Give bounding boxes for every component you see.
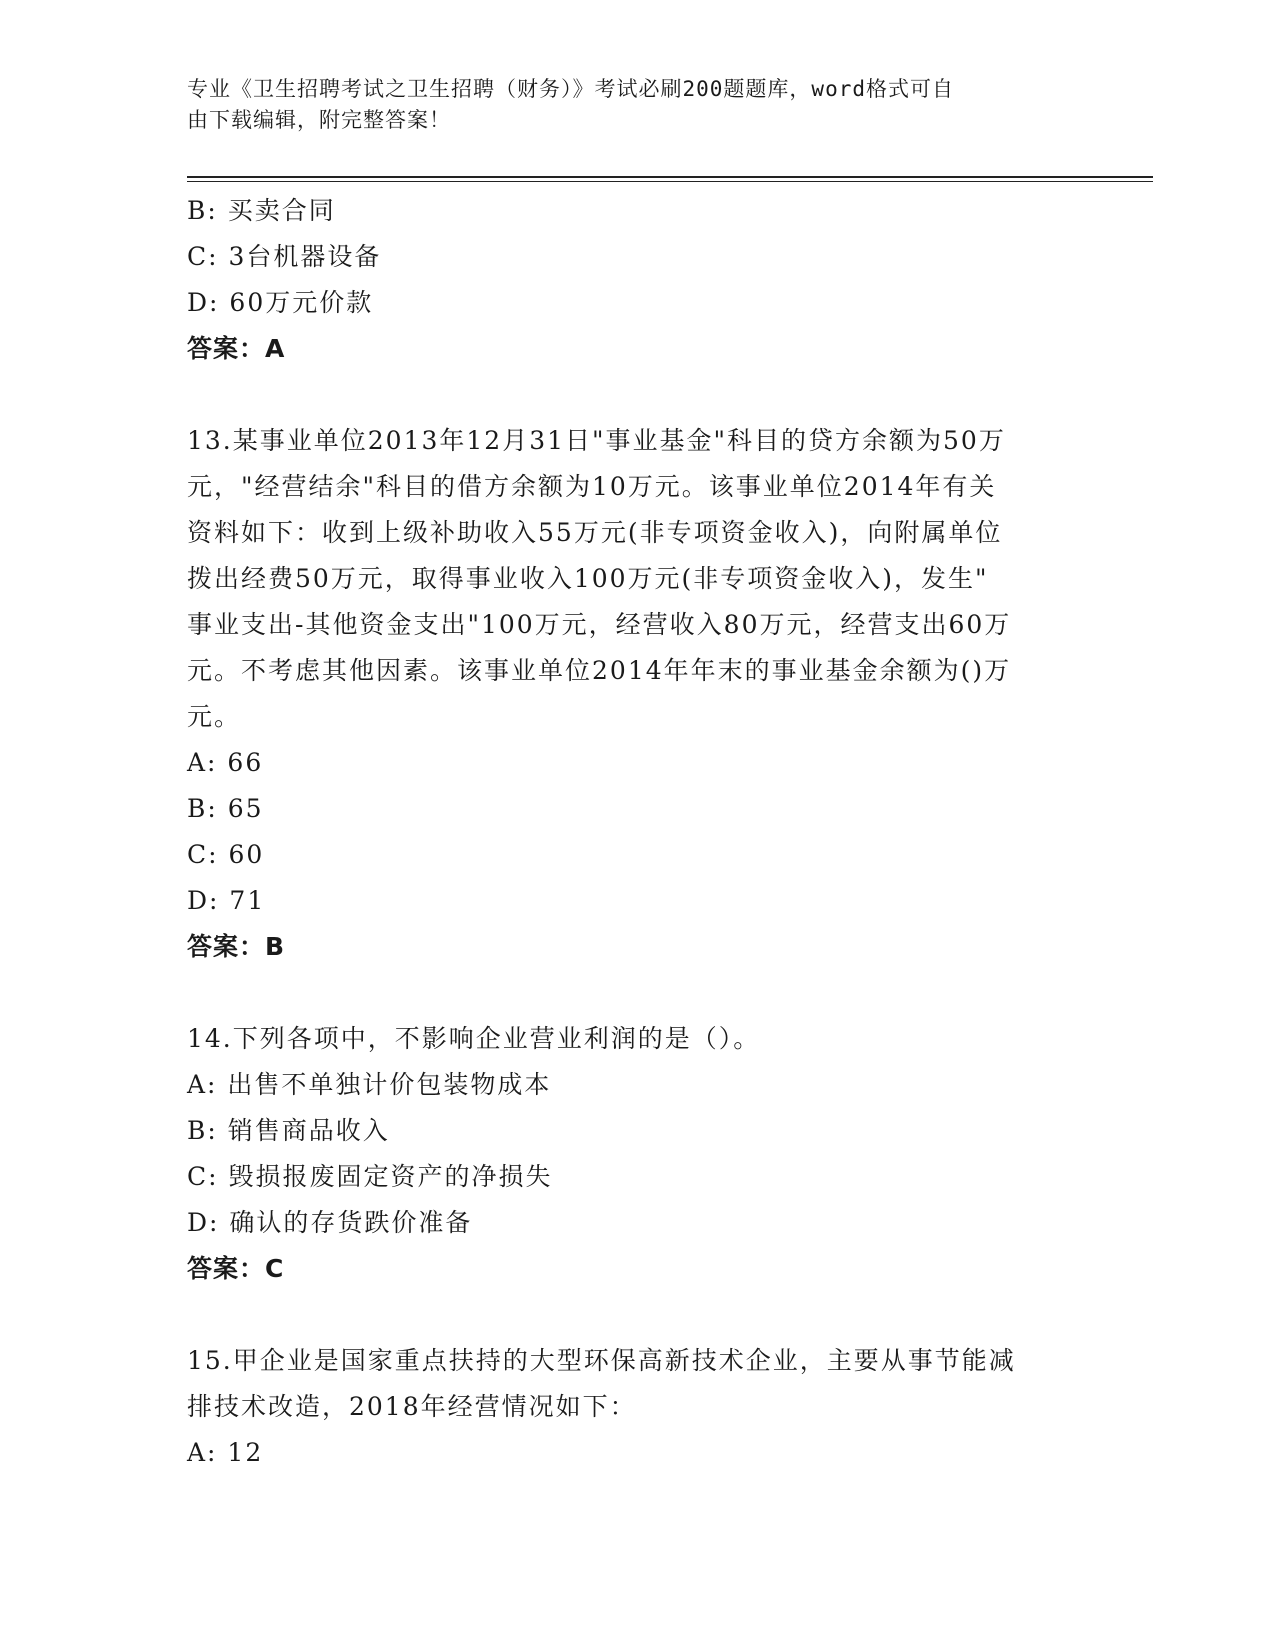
question-stem-line: 元，"经营结余"科目的借方余额为10万元。该事业单位2014年有关	[187, 472, 997, 501]
document-header	[187, 74, 1087, 136]
option-a: A: 66	[187, 748, 264, 777]
option-b: B: 销售商品收入	[187, 1116, 390, 1145]
spacer	[187, 970, 1077, 1016]
spacer	[187, 372, 1077, 418]
question-stem-line: 15.甲企业是国家重点扶持的大型环保高新技术企业，主要从事节能减	[187, 1346, 1016, 1375]
question-stem-line: 元。	[187, 702, 242, 731]
header-divider-thick	[187, 176, 1153, 178]
option-d: D: 71	[187, 886, 266, 915]
question-13	[187, 418, 1077, 970]
question-15	[187, 1338, 1077, 1476]
option-d: D: 确认的存货跌价准备	[187, 1208, 473, 1237]
option-c: C: 3台机器设备	[187, 242, 382, 271]
question-12	[187, 188, 1077, 372]
question-stem-line: 元。不考虑其他因素。该事业单位2014年年末的事业基金余额为()万	[187, 656, 1012, 685]
answer-label: 答案：B	[187, 932, 286, 961]
question-stem-line: 13.某事业单位2013年12月31日"事业基金"科目的贷方余额为50万	[187, 426, 1006, 455]
option-a: A: 出售不单独计价包装物成本	[187, 1070, 552, 1099]
option-b: B: 65	[187, 794, 264, 823]
question-content	[187, 188, 1077, 1476]
question-stem-line: 资料如下：收到上级补助收入55万元(非专项资金收入)，向附属单位	[187, 518, 1003, 547]
option-b: B: 买卖合同	[187, 196, 336, 225]
option-c: C: 毁损报废固定资产的净损失	[187, 1162, 553, 1191]
option-c: C: 60	[187, 840, 265, 869]
question-stem-line: 14.下列各项中，不影响企业营业利润的是（）。	[187, 1024, 761, 1053]
option-d: D: 60万元价款	[187, 288, 374, 317]
question-stem-line: 事业支出-其他资金支出"100万元，经营收入80万元，经营支出60万	[187, 610, 1012, 639]
header-line-1: 专业《卫生招聘考试之卫生招聘（财务）》考试必刷200题题库，word格式可自	[187, 77, 954, 101]
header-divider-thin	[187, 181, 1153, 182]
option-a: A: 12	[187, 1438, 264, 1467]
question-stem-line: 排技术改造，2018年经营情况如下：	[187, 1392, 637, 1421]
header-line-2: 由下载编辑，附完整答案！	[187, 108, 451, 132]
answer-label: 答案：A	[187, 334, 286, 363]
spacer	[187, 1292, 1077, 1338]
question-stem-line: 拨出经费50万元，取得事业收入100万元(非专项资金收入)，发生"	[187, 564, 989, 593]
answer-label: 答案：C	[187, 1254, 285, 1283]
question-14	[187, 1016, 1077, 1292]
